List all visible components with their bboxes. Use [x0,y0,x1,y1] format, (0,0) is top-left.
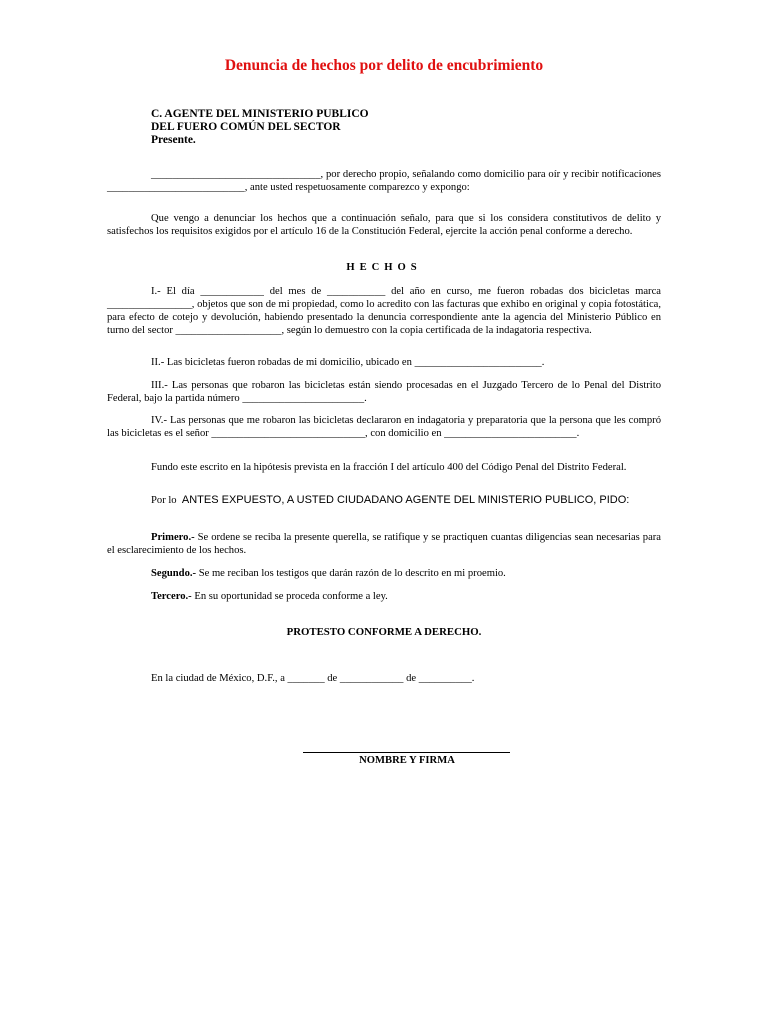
intro-paragraph: ________________________________, por derecho propio, señalando como domicilio para oír y recibir notificaciones __________________________, ante usted respetuosamente comparezco y expongo: [107,169,661,193]
recipient-line-1: C. AGENTE DEL MINISTERIO PUBLICO [151,108,369,120]
peticion-primero-label: Primero.- [151,532,195,543]
document-title: Denuncia de hechos por delito de encubrimiento [224,57,544,74]
purpose-paragraph: Que vengo a denunciar los hechos que a continuación señalo, para que si los considera constitutivos de delito y satisfechos los requisitos exigidos por el artículo 16 de la Constitución Federal, ejercite la acción penal conforme a derecho. [107,213,661,237]
fundamento-paragraph: Fundo este escrito en la hipótesis prevista en la fracción I del artículo 400 del Código Penal del Distrito Federal. [151,462,627,473]
peticion-tercero [107,590,661,603]
signature-label: NOMBRE Y FIRMA [359,755,455,766]
peticion-primero [107,531,661,557]
pido-prefix: Por lo [151,495,177,506]
peticion-segundo [107,567,661,580]
hecho-2: II.- Las bicicletas fueron robadas de mi domicilio, ubicado en ________________________. [151,357,545,368]
recipient-block [151,108,369,147]
signature-line [303,752,510,753]
hecho-1: I.- El día ____________ del mes de ___________ del año en curso, me fueron robadas dos bicicletas marca ________________, objetos que son de mi propiedad, como lo acredito con las facturas que exhibo en original y copia fotostática, para efecto de cotejo y devolución, habiendo presentado la denuncia correspondiente ante la agencia del Ministerio Público en turno del sector ____________________, según lo demuestro con la copia certificada de la indagatoria respectiva. [107,286,661,336]
fecha-line: En la ciudad de México, D.F., a _______ de ____________ de __________. [151,673,475,684]
recipient-line-2: DEL FUERO COMÚN DEL SECTOR [151,121,341,133]
hecho-4: IV.- Las personas que me robaron las bicicletas declararon en indagatoria y preparatoria que la persona que les compró las bicicletas es el señor _____________________________, con domicilio en _________________________. [107,415,661,439]
pido-text: ANTES EXPUESTO, A USTED CIUDADANO AGENTE DEL MINISTERIO PUBLICO, PIDO: [181,494,630,506]
pido-paragraph [107,494,661,507]
peticion-tercero-text: En su oportunidad se proceda conforme a ley. [194,591,388,602]
hechos-heading: HECHOS [346,262,422,273]
protesto-heading: PROTESTO CONFORME A DERECHO. [286,626,482,638]
hecho-3: III.- Las personas que robaron las bicicletas están siendo procesadas en el Juzgado Tercero de lo Penal del Distrito Federal, bajo la partida número _______________________. [107,380,661,404]
recipient-line-3: Presente. [151,134,196,146]
peticion-primero-text: Se ordene se reciba la presente querella, se ratifique y se practiquen cuantas diligencias sean necesarias para el esclarecimiento de los hechos. [107,532,662,556]
peticion-segundo-label: Segundo.- [151,568,197,579]
peticion-tercero-label: Tercero.- [151,591,192,602]
peticion-segundo-text: Se me reciban los testigos que darán razón de lo descrito en mi proemio. [198,568,506,579]
